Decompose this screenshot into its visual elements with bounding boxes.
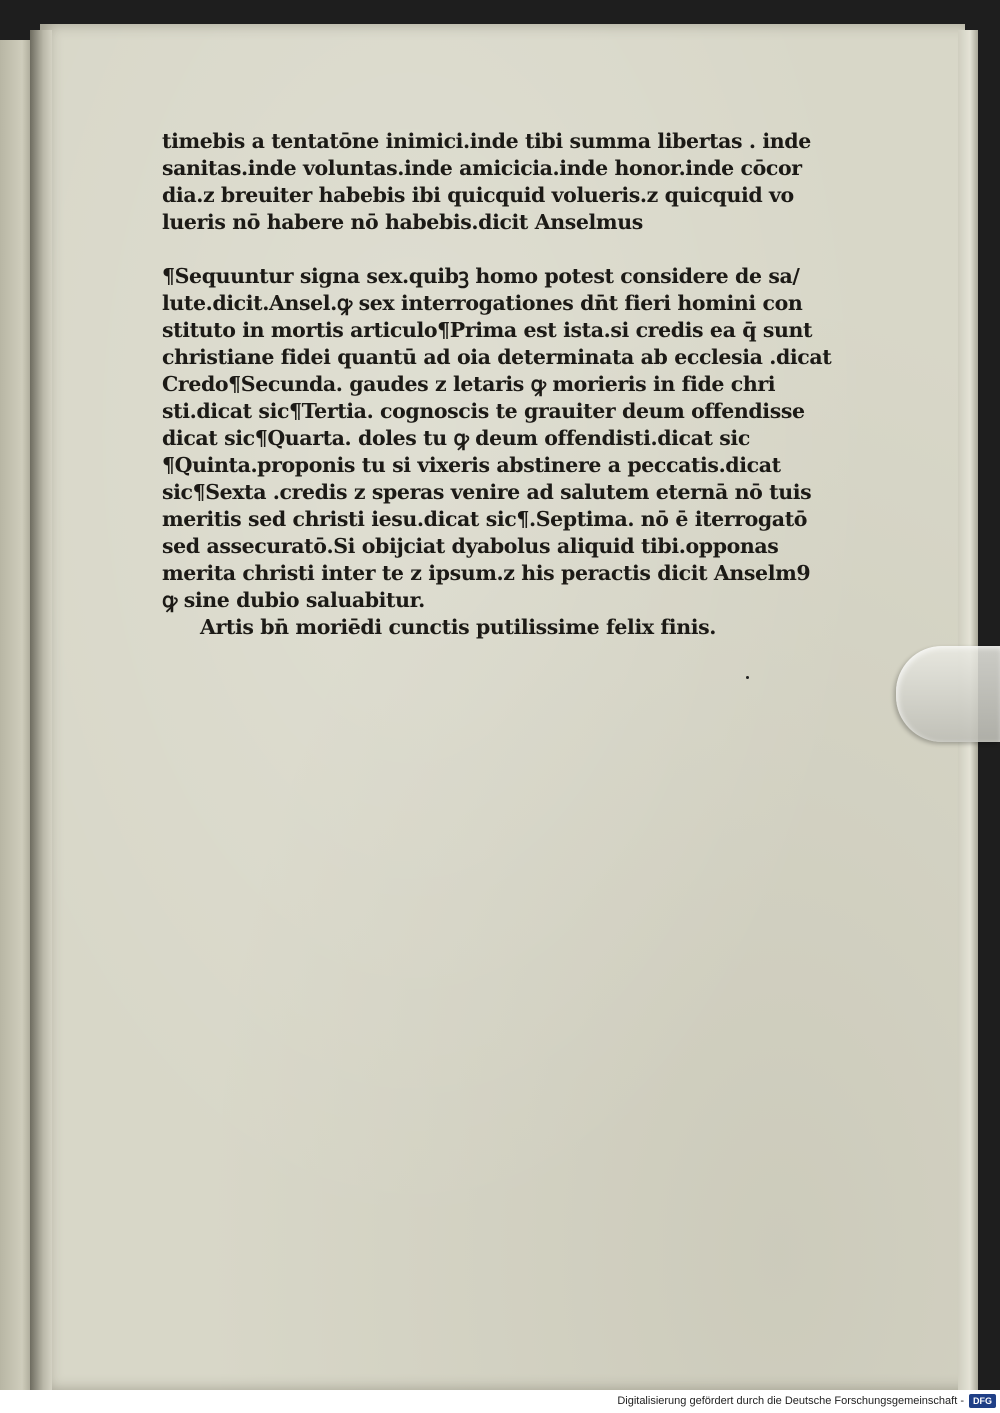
dfg-logo-icon: DFG — [969, 1394, 996, 1408]
text-line: sed assecuratō.Si obijciat dyabolus aliquid tibi.opponas — [162, 534, 779, 558]
colophon: Artis bn̄ moriēdi cunctis putilissime felix finis. — [200, 615, 716, 639]
text-line: christiane fidei quantū ad oia determinata ab ecclesia .dicat — [162, 345, 832, 369]
text-line: dia.z breuiter habebis ibi quicquid volueris.z quicquid vo — [162, 183, 794, 207]
text-line: sti.dicat sic¶Tertia. cognoscis te grauiter deum offendisse — [162, 399, 805, 423]
text-line: ¶Sequuntur signa sex.quibꝫ homo potest considere de sa/ — [162, 264, 800, 288]
ink-mark — [746, 676, 749, 679]
footer-bar — [0, 1390, 1000, 1413]
text-line: merita christi inter te z ipsum.z his peractis dicit Anselm9 — [162, 561, 811, 585]
printed-text-block — [162, 128, 832, 641]
text-line: lute.dicit.Ansel.ꝙ sex interrogationes dn̄t fieri homini con — [162, 291, 803, 315]
binding-gutter — [30, 30, 52, 1390]
paragraph-gap — [162, 236, 782, 263]
text-line: timebis a tentatōne inimici.inde tibi summa libertas . inde — [162, 129, 811, 153]
funding-credit: Digitalisierung gefördert durch die Deutsche Forschungsgemeinschaft - — [617, 1395, 964, 1407]
page-clip — [896, 646, 1000, 742]
text-line: sic¶Sexta .credis z speras venire ad salutem eternā nō tuis — [162, 480, 812, 504]
text-line: meritis sed christi iesu.dicat sic¶.Septima. nō ē iterrogatō — [162, 507, 808, 531]
text-line: sanitas.inde voluntas.inde amicicia.inde honor.inde cōcor — [162, 156, 802, 180]
text-line: lueris nō habere nō habebis.dicit Anselmus — [162, 210, 643, 234]
text-line: dicat sic¶Quarta. doles tu ꝙ deum offendisti.dicat sic — [162, 426, 750, 450]
text-line: stituto in mortis articulo¶Prima est ista.si credis ea q̄ sunt — [162, 318, 813, 342]
text-line: Credo¶Secunda. gaudes z letaris ꝙ morieris in fide chri — [162, 372, 776, 396]
text-line: ¶Quinta.proponis tu si vixeris abstinere a peccatis.dicat — [162, 453, 781, 477]
text-line: ꝙ sine dubio saluabitur. — [162, 588, 425, 612]
